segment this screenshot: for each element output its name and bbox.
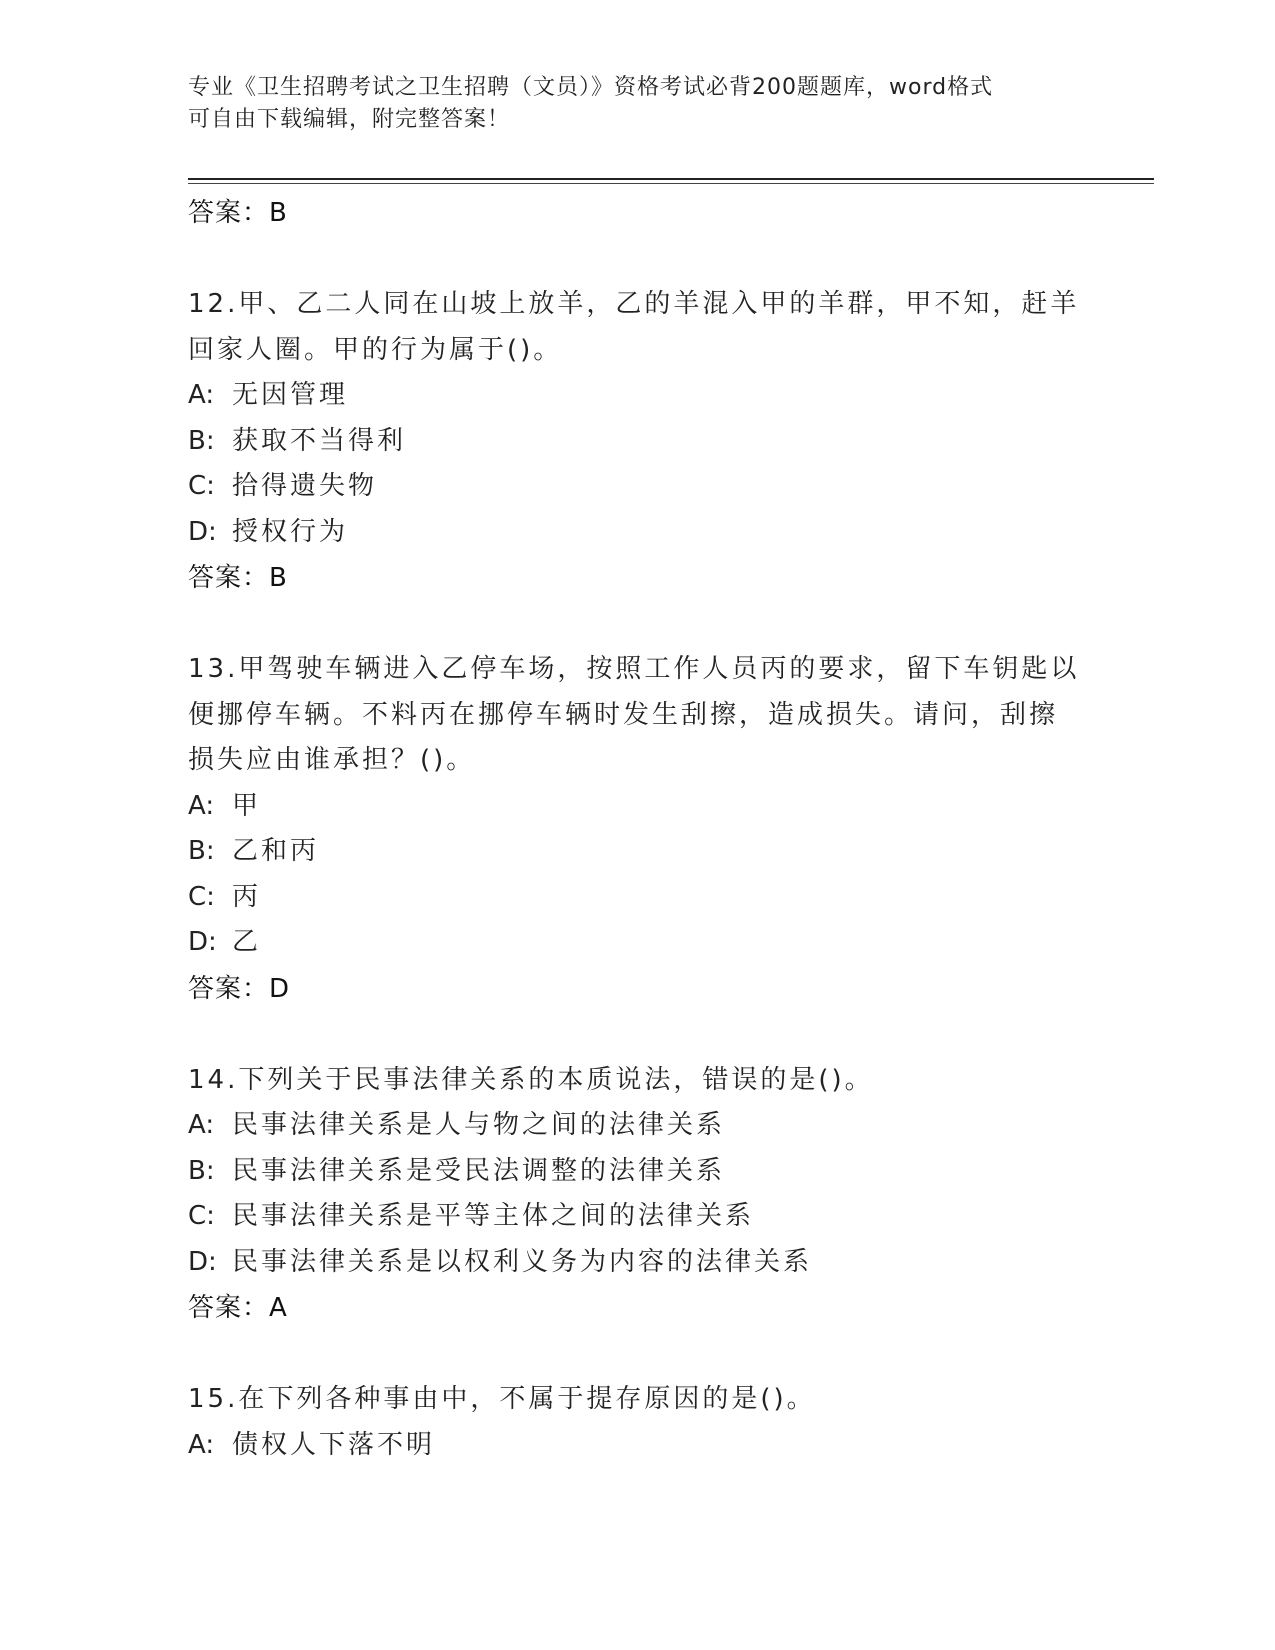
question-text: 15.在下列各种事由中，不属于提存原因的是()。 xyxy=(188,1384,816,1414)
option-letter: D: xyxy=(188,516,217,547)
option-d xyxy=(188,510,1088,556)
option-text: 乙 xyxy=(232,927,262,957)
option-text: 获取不当得利 xyxy=(232,425,407,456)
option-text: 民事法律关系是人与物之间的法律关系 xyxy=(232,1110,726,1140)
document-header xyxy=(188,72,1068,136)
question-item xyxy=(188,647,1088,1012)
option-b xyxy=(188,829,1088,875)
option-letter: A: xyxy=(188,380,215,410)
header-divider-thin xyxy=(188,183,1154,184)
option-letter: C: xyxy=(188,471,215,501)
answer-label: 答案：B xyxy=(188,563,288,593)
option-a xyxy=(188,784,1088,830)
option-letter: C: xyxy=(188,881,215,912)
question-text: 损失应由谁承担？()。 xyxy=(188,745,476,775)
header-line-1: 专业《卫生招聘考试之卫生招聘（文员）》资格考试必背200题题库，word格式 xyxy=(188,75,994,100)
option-text: 债权人下落不明 xyxy=(232,1429,436,1460)
question-item xyxy=(188,282,1088,601)
option-letter: A: xyxy=(188,790,215,821)
option-d xyxy=(188,920,1088,966)
option-a xyxy=(188,373,1088,419)
header-divider-thick xyxy=(188,178,1154,180)
question-text: 12.甲、乙二人同在山坡上放羊，乙的羊混入甲的羊群，甲不知，赶羊 xyxy=(188,289,1080,319)
option-text: 甲 xyxy=(232,790,262,821)
header-line-2: 可自由下载编辑，附完整答案！ xyxy=(188,107,511,132)
option-letter: B: xyxy=(188,1155,215,1186)
question-list xyxy=(188,190,1088,1468)
option-c xyxy=(188,875,1088,921)
answer-label: 答案：A xyxy=(188,1293,288,1323)
option-c xyxy=(188,464,1088,510)
answer-label: 答案：D xyxy=(188,973,291,1004)
option-d xyxy=(188,1240,1088,1286)
option-text: 民事法律关系是平等主体之间的法律关系 xyxy=(232,1201,755,1231)
option-letter: D: xyxy=(188,927,217,957)
option-letter: B: xyxy=(188,425,215,456)
question-text: 14.下列关于民事法律关系的本质说法，错误的是()。 xyxy=(188,1064,874,1095)
option-letter: A: xyxy=(188,1429,215,1460)
option-c xyxy=(188,1194,1088,1240)
option-a xyxy=(188,1423,1088,1469)
question-text: 13.甲驾驶车辆进入乙停车场，按照工作人员丙的要求，留下车钥匙以 xyxy=(188,654,1080,684)
option-text: 乙和丙 xyxy=(232,836,320,866)
question-item xyxy=(188,1377,1088,1468)
question-item xyxy=(188,1058,1088,1332)
option-text: 拾得遗失物 xyxy=(232,471,378,501)
question-text: 便挪停车辆。不料丙在挪停车辆时发生刮擦，造成损失。请问，刮擦 xyxy=(188,699,1059,730)
option-text: 无因管理 xyxy=(232,380,349,410)
option-letter: C: xyxy=(188,1201,215,1231)
option-text: 民事法律关系是受民法调整的法律关系 xyxy=(232,1155,726,1186)
option-letter: B: xyxy=(188,836,215,866)
option-letter: A: xyxy=(188,1110,215,1140)
answer-label: 答案：B xyxy=(188,198,288,228)
option-text: 授权行为 xyxy=(232,516,349,547)
option-b xyxy=(188,419,1088,465)
option-text: 民事法律关系是以权利义务为内容的法律关系 xyxy=(232,1246,813,1277)
option-letter: D: xyxy=(188,1246,217,1277)
option-b xyxy=(188,1149,1088,1195)
option-a xyxy=(188,1103,1088,1149)
option-text: 丙 xyxy=(232,881,262,912)
question-text: 回家人圈。甲的行为属于()。 xyxy=(188,334,563,365)
